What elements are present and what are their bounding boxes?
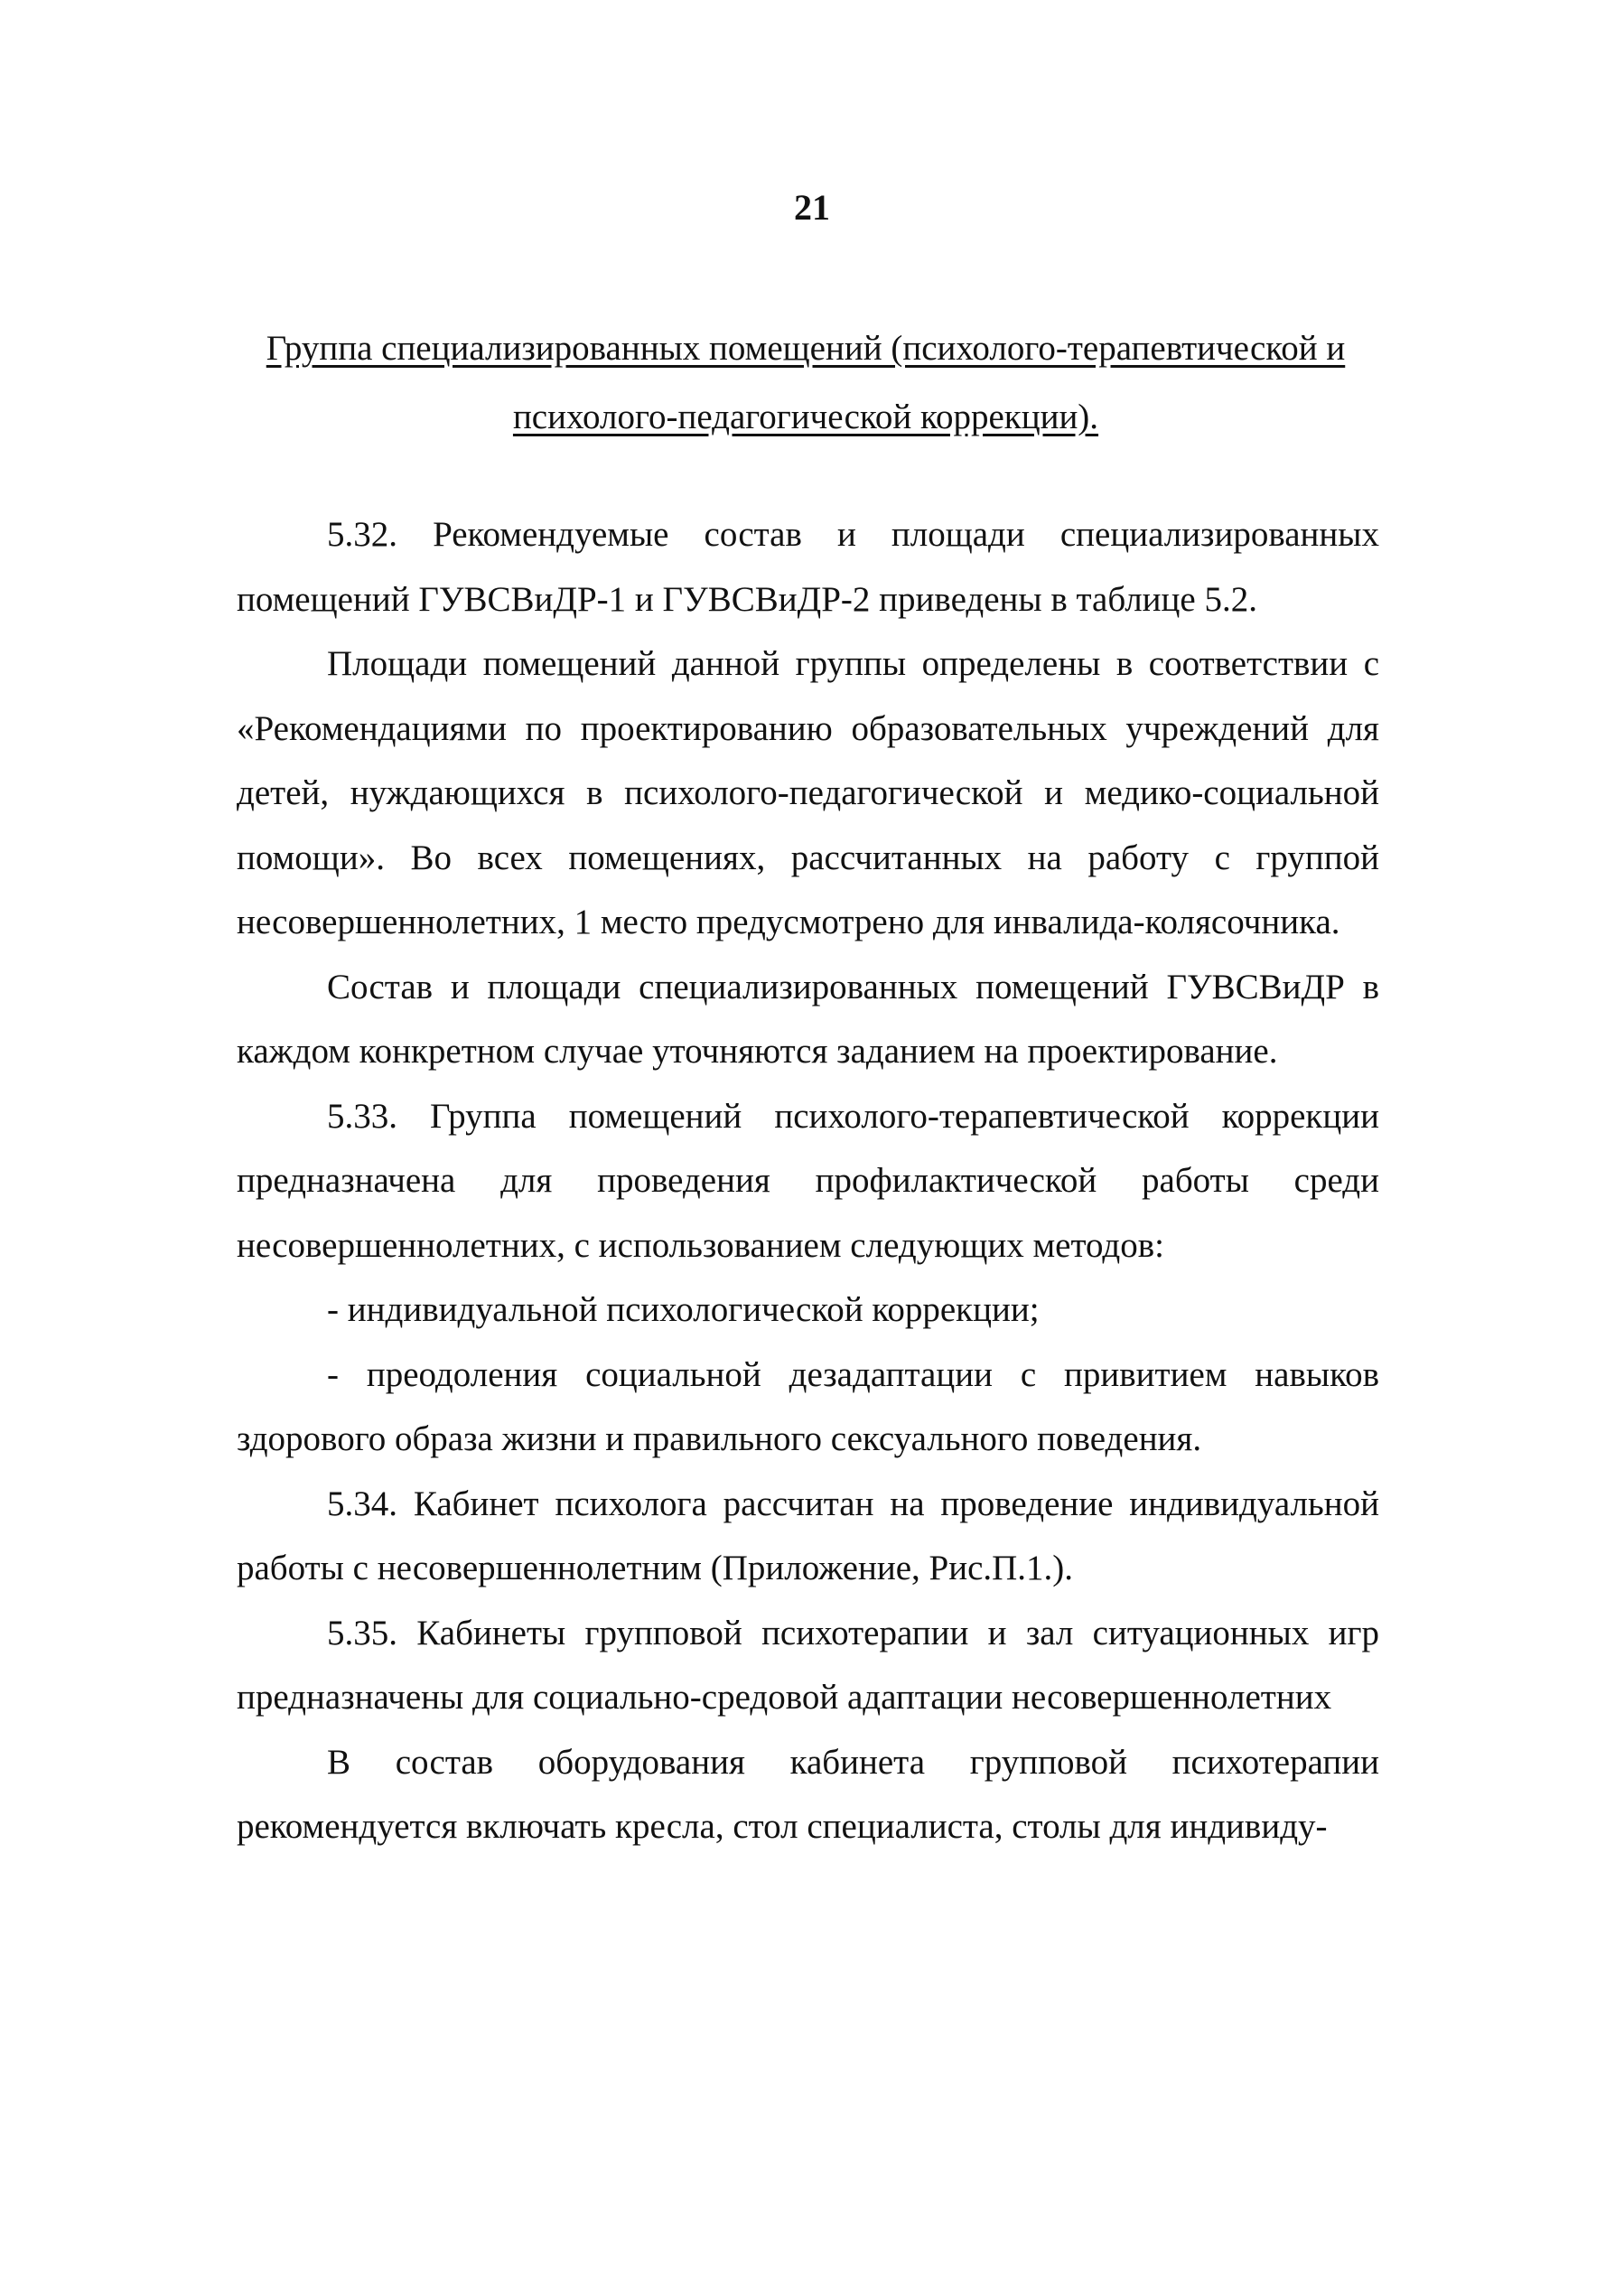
paragraph-areas: Площади помещений данной группы определены в соответствии с «Рекомендациями по проектированию образовательных учреждений для детей, нуждающихся в психолого-педагогической и медико-социальной помощи». Во всех помещениях, рассчитанных на работу с группой несовершеннолетних, 1 место предусмотрено для инвалида-колясочника. (237, 644, 1379, 941)
list-item-individual-correction: - индивидуальной психологической коррекции; (327, 1290, 1040, 1329)
paragraph-5-32: 5.32. Рекомендуемые состав и площади специализированных помещений ГУВСВиДР-1 и ГУВСВиДР-2 приведены в таблице 5.2. (237, 515, 1379, 619)
paragraph-5-35: 5.35. Кабинеты групповой психотерапии и зал ситуационных игр предназначены для социально-средовой адаптации несовершеннолетних (237, 1613, 1379, 1717)
list-item-social-adaptation: - преодоления социальной дезадаптации с привитием навыков здорового образа жизни и правильного сексуального поведения. (237, 1354, 1379, 1458)
paragraph-equipment: В состав оборудования кабинета групповой психотерапии рекомендуется включать кресла, стол специалиста, столы для индивиду- (237, 1742, 1379, 1846)
paragraph-5-34: 5.34. Кабинет психолога рассчитан на проведение индивидуальной работы с несовершеннолетним (Приложение, Рис.П.1.). (237, 1484, 1379, 1587)
page-number: 21 (794, 187, 830, 228)
body-text (237, 502, 1379, 1859)
paragraph-composition: Состав и площади специализированных помещений ГУВСВиДР в каждом конкретном случае уточняются заданием на проектирование. (237, 967, 1379, 1071)
paragraph-5-33: 5.33. Группа помещений психолого-терапевтической коррекции предназначена для проведения профилактической работы среди несовершеннолетних, с использованием следующих методов: (237, 1096, 1379, 1265)
section-heading: Группа специализированных помещений (психолого-терапевтической и психолого-педагогической коррекции). (266, 329, 1346, 436)
